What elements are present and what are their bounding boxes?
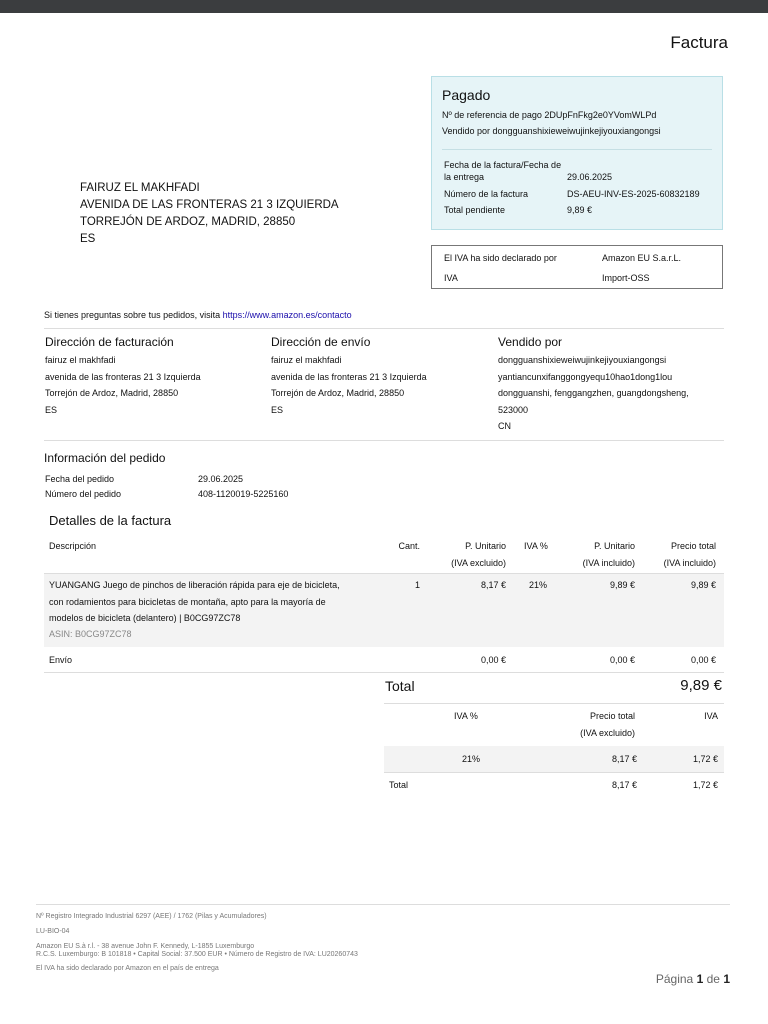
vat-summary-header-price-2: (IVA excluido)	[580, 728, 635, 738]
col-header-unit-ex-1: P. Unitario	[465, 541, 506, 551]
shipping-line: Torrejón de Ardoz, Madrid, 28850	[271, 388, 405, 398]
contact-note	[44, 310, 352, 320]
page-current: 1	[696, 972, 704, 986]
seller-line: yantiancunxifanggongyequ10hao1dong1lou	[498, 371, 673, 382]
page-number	[656, 972, 730, 986]
vat-summary-total-label: Total	[389, 780, 409, 790]
footer-line: R.C.S. Luxemburgo: B 101818 • Capital Social: 37.500 EUR • Número de Registro de IVA: LU20260743	[36, 951, 358, 958]
billing-line: Torrejón de Ardoz, Madrid, 28850	[45, 388, 179, 398]
payment-status-box	[431, 76, 723, 230]
vat-summary-header-price	[555, 708, 635, 742]
col-header-total-1: Precio total	[670, 541, 716, 551]
col-header-unit-in-1: P. Unitario	[594, 541, 635, 551]
address-line: ES	[80, 233, 96, 245]
vat-declared-value: Amazon EU S.a.r.L.	[602, 253, 682, 263]
details-title: Detalles de la factura	[49, 513, 172, 528]
invoice-date-label: Fecha de la factura/Fecha de la entrega	[444, 160, 562, 182]
order-info-title: Información del pedido	[44, 451, 166, 465]
divider	[44, 672, 724, 673]
order-date-label: Fecha del pedido	[45, 474, 115, 484]
order-number-label: Número del pedido	[45, 489, 122, 499]
item-total: 9,89 €	[690, 580, 716, 590]
shipping-unit-ex: 0,00 €	[480, 655, 506, 665]
vat-label: IVA	[444, 273, 458, 283]
shipping-unit-in: 0,00 €	[609, 655, 635, 665]
divider	[384, 772, 724, 773]
item-vat: 21%	[529, 580, 548, 590]
footer-line: Amazon EU S.à r.l. - 38 avenue John F. Kennedy, L-1855 Luxemburgo	[36, 943, 255, 950]
col-header-description: Descripción	[49, 541, 97, 551]
order-number-value: 408-1120019-5225160	[198, 489, 289, 499]
footer-line: Nº Registro Integrado Industrial 6297 (AEE) / 1762 (Pilas y Acumuladores)	[36, 913, 267, 920]
vat-value: Import-OSS	[602, 273, 650, 283]
vat-summary-total-vat: 1,72 €	[692, 780, 718, 790]
col-header-unit-in	[555, 538, 635, 572]
item-unit-in: 9,89 €	[609, 580, 635, 590]
page-title: Factura	[670, 33, 728, 52]
item-qty: 1	[414, 580, 420, 590]
vat-summary-price: 8,17 €	[611, 754, 637, 764]
divider	[442, 149, 712, 150]
vat-declared-label: El IVA ha sido declarado por	[444, 253, 557, 263]
shipping-address	[271, 352, 427, 418]
col-header-unit-ex-2: (IVA excluido)	[451, 558, 506, 568]
item-desc-line: con rodamientos para bicicletas de montaña, apto para la mayoría de	[49, 596, 326, 607]
billing-address	[45, 352, 201, 418]
top-bar	[0, 0, 768, 13]
billing-title: Dirección de facturación	[45, 335, 174, 349]
shipping-title: Dirección de envío	[271, 335, 371, 349]
total-pending-value: 9,89 €	[567, 205, 593, 215]
address-line: AVENIDA DE LAS FRONTERAS 21 3 IZQUIERDA	[80, 199, 339, 211]
divider	[44, 328, 724, 329]
divider	[36, 904, 730, 905]
contact-text: Si tienes preguntas sobre tus pedidos, visita	[44, 310, 221, 320]
shipping-line: avenida de las fronteras 21 3 Izquierda	[271, 371, 427, 382]
footer-line: LU-BIO-04	[36, 928, 70, 935]
payment-reference: Nº de referencia de pago 2DUpFnFkg2e0YVomWLPd	[442, 110, 657, 120]
total-value: 9,89 €	[680, 677, 722, 694]
divider	[384, 703, 724, 704]
item-unit-ex: 8,17 €	[480, 580, 506, 590]
seller-line: CN	[498, 421, 511, 431]
address-line: TORREJÓN DE ARDOZ, MADRID, 28850	[80, 216, 296, 228]
customer-address	[80, 180, 339, 248]
page-total: 1	[723, 972, 730, 986]
shipping-total: 0,00 €	[690, 655, 716, 665]
vat-summary-header-price-1: Precio total	[589, 711, 635, 721]
total-label: Total	[385, 678, 415, 694]
divider	[44, 573, 724, 574]
item-asin: ASIN: B0CG97ZC78	[49, 629, 132, 639]
vat-summary-total-price: 8,17 €	[611, 780, 637, 790]
payment-status: Pagado	[442, 87, 491, 103]
address-line: FAIRUZ EL MAKHFADI	[80, 182, 200, 194]
billing-line: ES	[45, 404, 58, 415]
col-header-total-2: (IVA incluido)	[663, 558, 716, 568]
item-desc-line: YUANGANG Juego de pinchos de liberación rápida para eje de bicicleta,	[49, 580, 340, 590]
col-header-vat: IVA %	[524, 541, 548, 551]
order-date-value: 29.06.2025	[198, 474, 244, 484]
vat-summary-rate: 21%	[462, 754, 481, 764]
col-header-unit-ex	[426, 538, 506, 572]
seller-line: dongguanshixieweiwujinkejiyouxiangongsi	[498, 355, 667, 365]
col-header-unit-in-2: (IVA incluido)	[582, 558, 635, 568]
invoice-number-label: Número de la factura	[444, 189, 529, 199]
divider	[44, 440, 724, 441]
contact-link[interactable]: https://www.amazon.es/contacto	[222, 310, 352, 320]
seller-line: 523000	[498, 404, 529, 415]
vat-summary-vat: 1,72 €	[692, 754, 718, 764]
shipping-line: fairuz el makhfadi	[271, 355, 342, 365]
shipping-line: ES	[271, 404, 284, 415]
col-header-qty: Cant.	[398, 541, 420, 551]
invoice-number-value: DS-AEU-INV-ES-2025-60832189	[567, 189, 700, 199]
page-of: de	[706, 972, 720, 986]
item-desc-line: modelos de bicicleta (delantero) | B0CG97ZC78	[49, 613, 241, 623]
payment-seller: Vendido por dongguanshixieweiwujinkejiyouxiangongsi	[442, 126, 661, 136]
footer-line: El IVA ha sido declarado por Amazon en el país de entrega	[36, 965, 219, 972]
seller-title: Vendido por	[498, 335, 563, 349]
vat-summary-header-vat: IVA	[704, 711, 718, 721]
vat-summary-header-rate: IVA %	[454, 711, 478, 721]
item-description	[49, 577, 369, 627]
col-header-total	[636, 538, 716, 572]
shipping-row-label: Envío	[49, 655, 73, 665]
invoice-date-value: 29.06.2025	[567, 172, 613, 182]
billing-line: fairuz el makhfadi	[45, 355, 116, 365]
total-pending-label: Total pendiente	[444, 205, 506, 215]
billing-line: avenida de las fronteras 21 3 Izquierda	[45, 371, 201, 382]
vat-declaration-box	[431, 245, 723, 289]
page-word: Página	[655, 972, 694, 986]
seller-line: dongguanshi, fenggangzhen, guangdongsheng,	[498, 388, 689, 398]
seller-address	[498, 352, 689, 435]
